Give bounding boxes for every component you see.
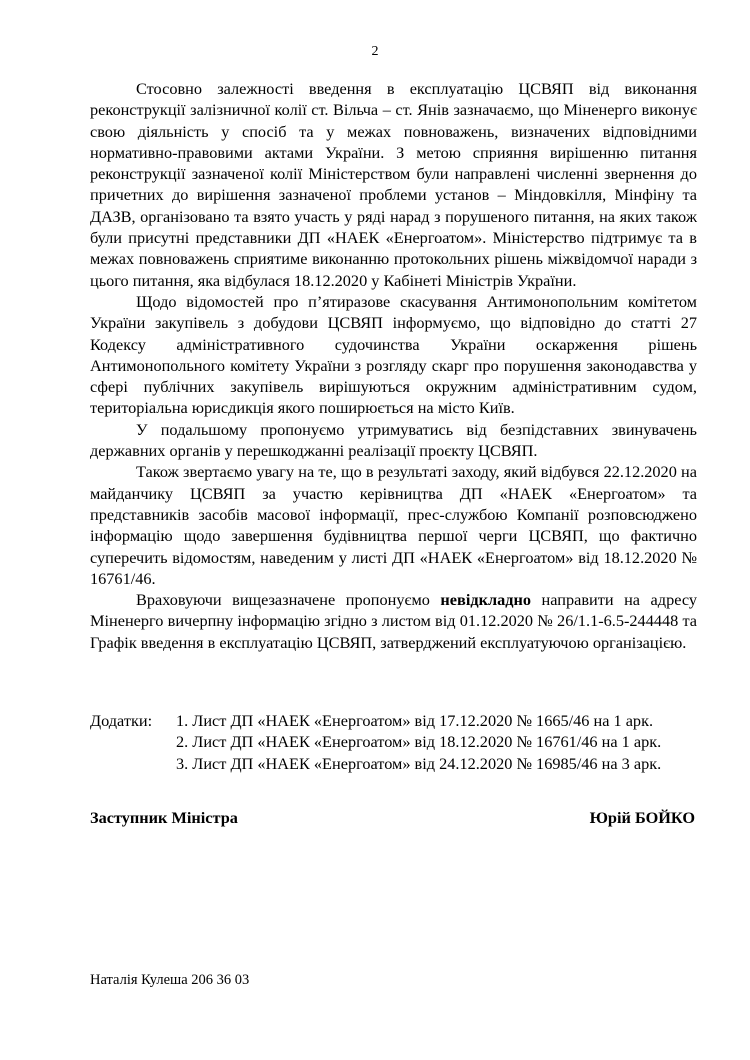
- request-text-before: Враховуючи вищезазначене пропонуємо: [136, 590, 441, 610]
- attachment-item: 2. Лист ДП «НАЕК «Енергоатом» від 18.12.2020 № 16761/46 на 1 арк.: [176, 732, 662, 752]
- page-number: 2: [371, 44, 379, 59]
- paragraph-refrain-accusations: У подальшому пропонуємо утримуватись від безпідставних звинувачень державних органів у перешкоджанні реалізації проєкту ЦСВЯП.: [90, 419, 697, 461]
- paragraph-request: [90, 589, 697, 653]
- letter-body: [90, 78, 697, 653]
- paragraph-rail-reconstruction: Стосовно залежності введення в експлуатацію ЦСВЯП від виконання реконструкції залізничної колії ст. Вільча – ст. Янів зазначаємо, що Міненерго виконує свою діяльність у спосіб та у межах повноважень, визначених відповідними нормативно-правовими актами України. З метою сприяння вирішенню питання реконструкції зазначеної колії Міністерством були направлені численні звернення до причетних до вирішення зазначеної проблеми установ – Міндовкілля, Мінфіну та ДАЗВ, організовано та взято участь у ряді нарад з порушеного питання, на яких також були присутні представники ДП «НАЕК «Енергоатом». Міністерство підтримує та в межах повноважень сприятиме виконанню протокольних рішень міжвідомчої наради з цього питання, яка відбулася 18.12.2020 у Кабінеті Міністрів України.: [90, 79, 697, 290]
- signatory-name: Юрій БОЙКО: [589, 808, 695, 827]
- attachments-list: [176, 710, 716, 774]
- attachments-heading: Додатки:: [90, 711, 153, 730]
- executor-contact: Наталія Кулеша 206 36 03: [90, 972, 250, 988]
- paragraph-antimonopoly: Щодо відомостей про п’ятиразове скасування Антимонопольним комітетом України закупівель з добудови ЦСВЯП інформуємо, що відповідно до статті 27 Кодексу адміністративного судочинства України оскарження рішень Антимонопольного комітету України з розгляду скарг про порушення законодавства у сфері публічних закупівель вирішуються окружним адміністративним судом, територіальна юрисдикція якого поширюється на місто Київ.: [90, 291, 697, 418]
- attachment-item: 3. Лист ДП «НАЕК «Енергоатом» від 24.12.2020 № 16985/46 на 3 арк.: [176, 753, 662, 773]
- attachment-item: 1. Лист ДП «НАЕК «Енергоатом» від 17.12.2020 № 1665/46 на 1 арк.: [176, 711, 654, 730]
- request-emphasis: невідкладно: [440, 590, 531, 610]
- paragraph-press-event: Також звертаємо увагу на те, що в результаті заходу, який відбувся 22.12.2020 на майданчику ЦСВЯП за участю керівництва ДП «НАЕК «Енергоатом» та представників засобів масової інформації, прес-службою Компанії розповсюджено інформацію щодо завершення будівництва першої черги ЦСВЯП, що фактично суперечить відомостям, наведеним у листі ДП «НАЕК «Енергоатом» від 18.12.2020 № 16761/46.: [90, 462, 697, 588]
- request-text-after: направити на адресу Міненерго вичерпну інформацію згідно з листом від 01.12.2020 № 26/1.1-6.5-244448 та Графік введення в експлуатацію ЦСВЯП, затверджений експлуатуючою організацією.: [90, 590, 697, 652]
- signatory-role: Заступник Міністра: [90, 808, 238, 827]
